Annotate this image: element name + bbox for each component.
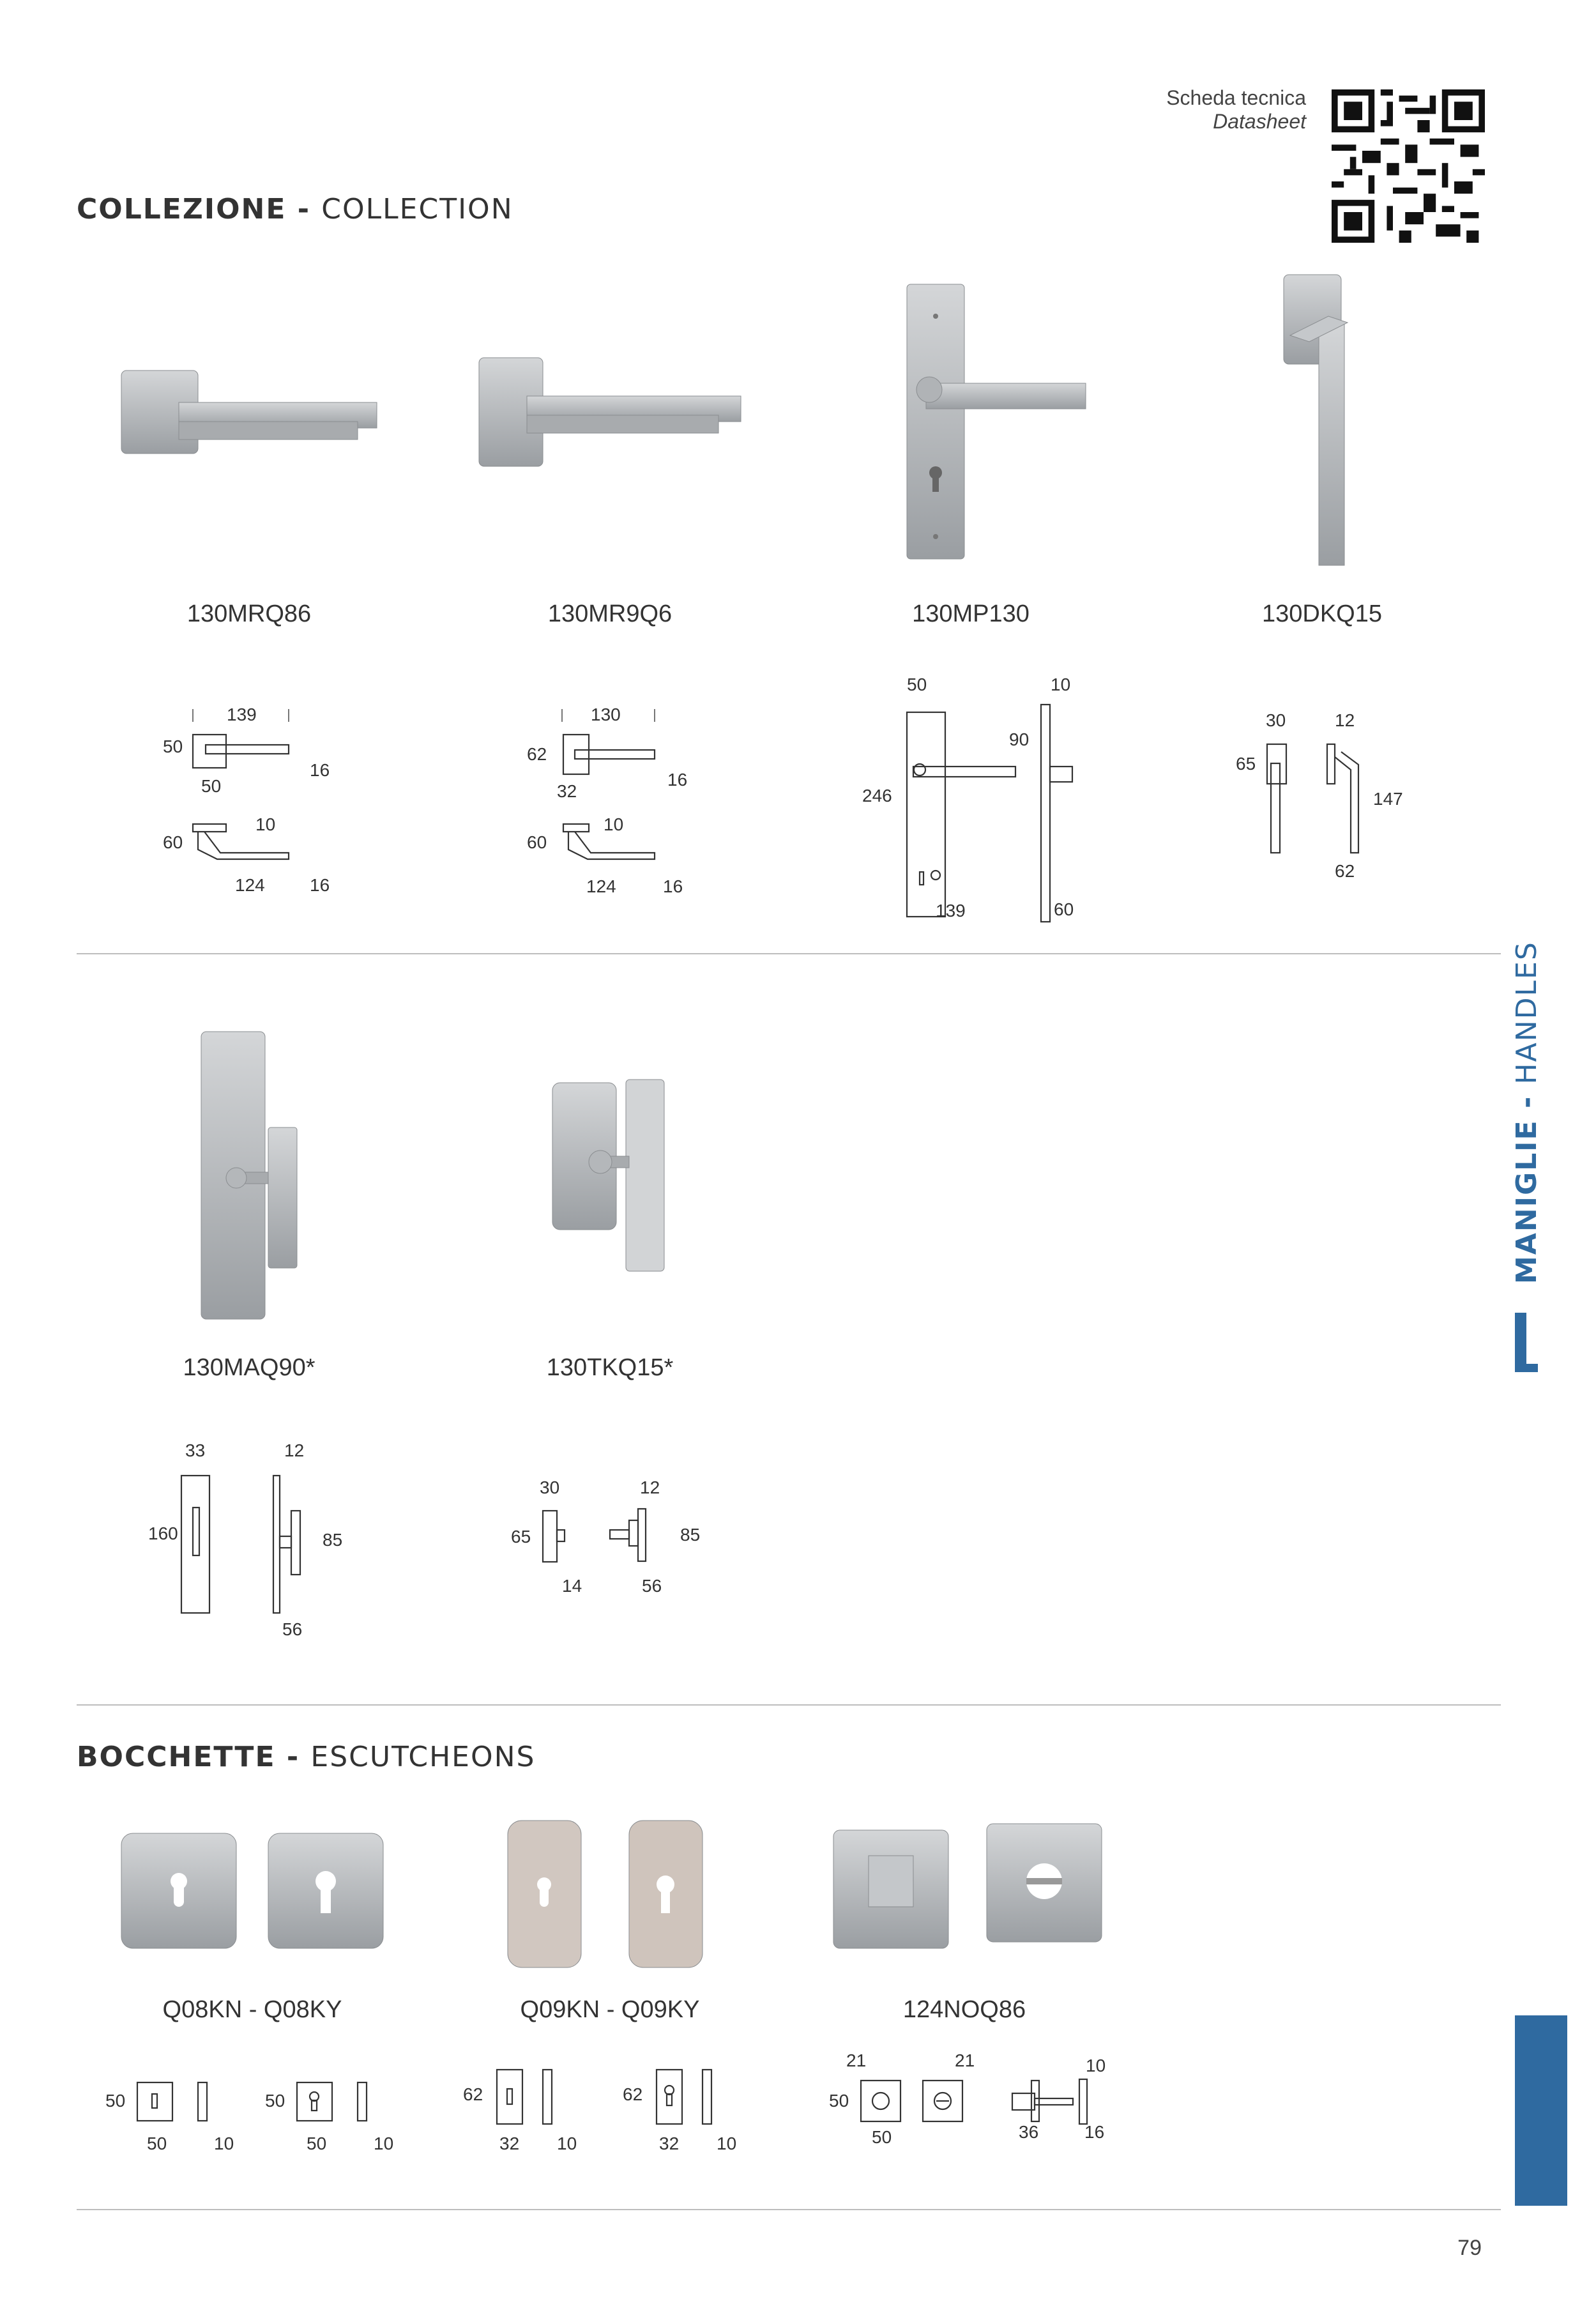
dim-6: 56 — [642, 1576, 662, 1596]
dim-5: 50 — [307, 2134, 327, 2153]
escutcheons-heading-it: BOCCHETTE — [77, 1741, 276, 1773]
dim-4: 85 — [680, 1525, 701, 1545]
dim-4: 50 — [201, 776, 222, 796]
product-code-124NOQ86: 124NOQ86 — [902, 1996, 1026, 2023]
brand-mark-icon — [1512, 1313, 1539, 1373]
side-label-it: MANIGLIE — [1510, 1119, 1543, 1284]
datasheet-label — [1086, 86, 1306, 134]
divider-2 — [77, 1704, 1501, 1706]
dim-2: 12 — [640, 1478, 660, 1497]
dim-7: 124 — [586, 876, 616, 896]
dim-5: 60 — [527, 832, 547, 852]
dim-7: 16 — [1084, 2122, 1105, 2142]
dim-3: 160 — [148, 1524, 178, 1543]
datasheet-en: Datasheet — [1213, 110, 1306, 133]
drawing-130MR9Q6 — [524, 696, 715, 907]
product-photo-130MP130 — [894, 281, 1105, 562]
dim-6: 36 — [1019, 2122, 1039, 2142]
drawing-130MP130 — [856, 668, 1111, 936]
dim-2: 12 — [1335, 710, 1355, 730]
dim-4: 62 — [623, 2084, 643, 2104]
dim-1: 50 — [907, 675, 927, 694]
escutcheons-heading-en: ESCUTCHEONS — [310, 1741, 536, 1773]
dim-1: 30 — [540, 1478, 560, 1497]
dim-3: 10 — [1086, 2056, 1106, 2075]
page-number: 79 — [1457, 2236, 1482, 2260]
divider-1 — [77, 953, 1501, 954]
collection-heading-sep: - — [286, 193, 322, 225]
product-code-130MR9Q6: 130MR9Q6 — [547, 600, 673, 627]
dim-5: 56 — [282, 1619, 303, 1639]
dim-3: 10 — [557, 2134, 577, 2153]
product-code-130DKQ15: 130DKQ15 — [1261, 600, 1382, 627]
datasheet-it: Scheda tecnica — [1166, 86, 1306, 109]
qr-code[interactable] — [1332, 89, 1485, 243]
escutcheons-heading-sep: - — [275, 1741, 311, 1773]
side-label — [1510, 941, 1543, 1284]
drawing-130MRQ86 — [153, 696, 345, 907]
dim-4: 50 — [265, 2091, 285, 2111]
dim-6: 60 — [1054, 899, 1074, 919]
side-tab — [1515, 2015, 1567, 2206]
product-code-Q09KN-Q09KY: Q09KN - Q09KY — [520, 1996, 700, 2023]
dim-8: 16 — [663, 876, 683, 896]
dim-3: 16 — [310, 760, 330, 780]
side-label-sep: - — [1510, 1084, 1543, 1120]
product-code-130MP130: 130MP130 — [912, 600, 1030, 627]
drawing-130MAQ90 — [141, 1437, 358, 1648]
dim-7: 124 — [235, 875, 265, 895]
dim-2: 12 — [284, 1440, 305, 1460]
dim-3: 16 — [667, 770, 688, 790]
drawing-124NOQ86 — [824, 2041, 1130, 2169]
dim-5: 32 — [659, 2134, 680, 2153]
dim-1: 62 — [463, 2084, 483, 2104]
dim-2: 50 — [163, 737, 183, 756]
product-photo-130MAQ90 — [179, 1028, 332, 1322]
dim-1: 130 — [591, 705, 621, 724]
dim-5: 62 — [1335, 861, 1355, 881]
product-photo-Q08KN-Q08KY — [115, 1827, 390, 1961]
dim-6: 10 — [604, 814, 624, 834]
dim-4: 246 — [862, 786, 892, 806]
dim-2: 62 — [527, 744, 547, 764]
dim-2: 21 — [955, 2051, 975, 2070]
dim-3: 10 — [214, 2134, 234, 2153]
dim-1: 30 — [1266, 710, 1286, 730]
divider-3 — [77, 2209, 1501, 2210]
dim-1: 50 — [105, 2091, 126, 2111]
dim-6: 10 — [717, 2134, 737, 2153]
product-code-130TKQ15: 130TKQ15* — [546, 1354, 674, 1381]
product-photo-130TKQ15 — [546, 1073, 680, 1278]
dim-3: 65 — [1236, 754, 1256, 774]
product-code-130MAQ90: 130MAQ90* — [183, 1354, 315, 1381]
dim-1: 21 — [846, 2051, 867, 2070]
drawing-Q09KN-Q09KY — [460, 2057, 754, 2165]
dim-5: 139 — [936, 901, 966, 920]
product-code-130MRQ86: 130MRQ86 — [186, 600, 312, 627]
dim-2: 10 — [1051, 675, 1071, 694]
collection-heading-en: COLLECTION — [321, 193, 513, 225]
product-photo-130MRQ86 — [115, 358, 390, 466]
dim-1: 139 — [227, 705, 257, 724]
side-label-en: HANDLES — [1510, 941, 1543, 1085]
dim-5: 14 — [562, 1576, 582, 1596]
collection-heading — [77, 193, 513, 225]
product-photo-Q09KN-Q09KY — [501, 1814, 712, 1974]
dim-1: 33 — [185, 1440, 206, 1460]
dim-6: 10 — [374, 2134, 394, 2153]
dim-2: 32 — [499, 2134, 520, 2153]
product-photo-130DKQ15 — [1271, 271, 1373, 572]
dim-8: 16 — [310, 875, 330, 895]
collection-heading-it: COLLEZIONE — [77, 193, 287, 225]
drawing-130DKQ15 — [1226, 706, 1418, 891]
dim-6: 10 — [255, 814, 276, 834]
product-code-Q08KN-Q08KY: Q08KN - Q08KY — [162, 1996, 342, 2023]
product-photo-130MR9Q6 — [476, 351, 750, 473]
dim-5: 50 — [872, 2127, 892, 2147]
dim-2: 50 — [147, 2134, 167, 2153]
dim-4: 147 — [1373, 789, 1403, 809]
dim-4: 85 — [323, 1530, 343, 1550]
product-photo-124NOQ86 — [827, 1817, 1114, 1958]
dim-4: 32 — [557, 781, 577, 801]
dim-4: 50 — [829, 2091, 849, 2111]
drawing-130TKQ15 — [505, 1469, 722, 1603]
dim-5: 60 — [163, 832, 183, 852]
dim-3: 65 — [511, 1527, 531, 1547]
dim-3: 90 — [1009, 729, 1030, 749]
drawing-Q08KN-Q08KY — [102, 2063, 402, 2165]
escutcheons-heading — [77, 1741, 535, 1773]
